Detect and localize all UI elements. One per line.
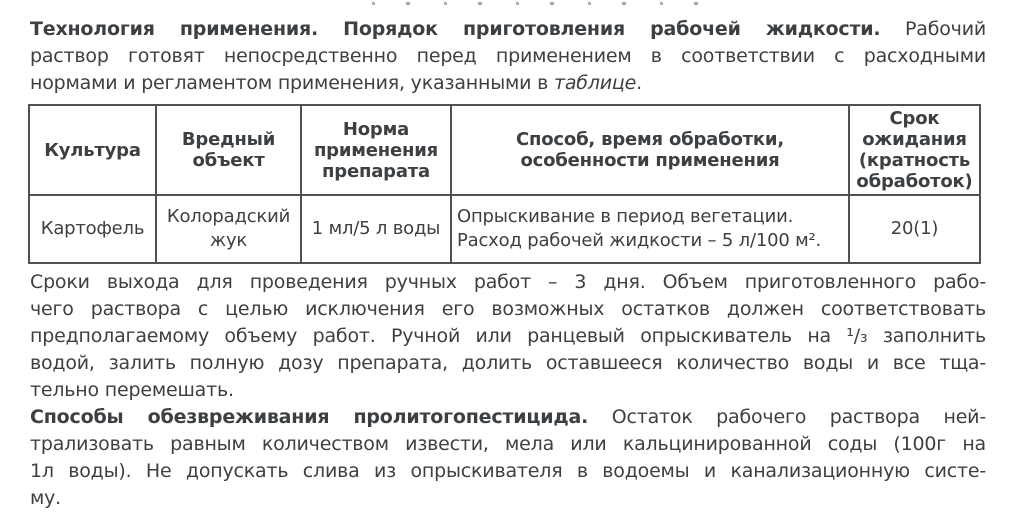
col-header-method: Способ, время обработки, особенности применения: [451, 105, 849, 195]
neutralization-paragraph: [30, 404, 986, 512]
cell-crop: Картофель: [29, 195, 156, 263]
cell-waiting-period: 20(1): [849, 195, 980, 263]
text-line: предполагаемому объему работ. Ручной или ранцевый опрыскиватель на ¹/₃ заполнить: [30, 325, 986, 347]
intro-paragraph: [30, 16, 986, 97]
text-line: му.: [30, 487, 62, 509]
text-line: водой, залить полную дозу препарата, долить оставшееся количество воды и все тща-: [30, 352, 986, 374]
table-header-row: [29, 105, 980, 195]
neutralization-lead-bold: Способы обезвреживания пролитогопестицида.: [30, 406, 589, 428]
text-line: [30, 404, 986, 431]
intro-lead-bold: Технология применения. Порядок приготовления рабочей жидкости.: [30, 18, 881, 40]
neutralization-line1-rest: Остаток рабочего раствора ней-: [588, 406, 986, 428]
text-line: [30, 70, 986, 97]
intro-table-reference: таблице: [553, 72, 637, 94]
method-line: Расход рабочей жидкости – 5 л/100 м².: [457, 230, 822, 251]
cell-rate: 1 мл/5 л воды: [301, 195, 451, 263]
cell-pest: Колорадский жук: [156, 195, 301, 263]
text-line: тельно перемешать.: [30, 379, 234, 401]
col-header-rate: Норма применения препарата: [301, 105, 451, 195]
table-row: [29, 195, 980, 263]
cell-method: [451, 195, 849, 263]
text-line: Сроки выхода для проведения ручных работ – 3 дня. Объем приготовленного рабо-: [30, 271, 986, 293]
text-line: раствор готовят непосредственно перед применением в соответствии с расходными: [30, 45, 986, 67]
application-table: [28, 104, 981, 264]
text-line: 1л воды). Не допускать слива из опрыскивателя в водоемы и канализационную систе-: [30, 460, 986, 482]
text-line: чего раствора с целью исключения его возможных остатков должен соответствовать: [30, 298, 986, 320]
method-line: Опрыскивание в период вегетации.: [457, 206, 794, 227]
text-line: [30, 16, 986, 43]
col-header-pest: Вредный объект: [156, 105, 301, 195]
handwork-terms-paragraph: [30, 269, 986, 404]
col-header-waiting-period: Срок ожидания (кратность обработок): [849, 105, 980, 195]
intro-line3-end: .: [636, 72, 642, 94]
col-header-crop: Культура: [29, 105, 156, 195]
intro-line3-start: нормами и регламентом применения, указанными в: [30, 72, 554, 94]
text-line: трализовать равным количеством извести, мела или кальцинированной соды (100г на: [30, 433, 986, 455]
intro-line1-rest: Рабочий: [880, 18, 986, 40]
cropped-text-artifact: [372, 2, 712, 5]
